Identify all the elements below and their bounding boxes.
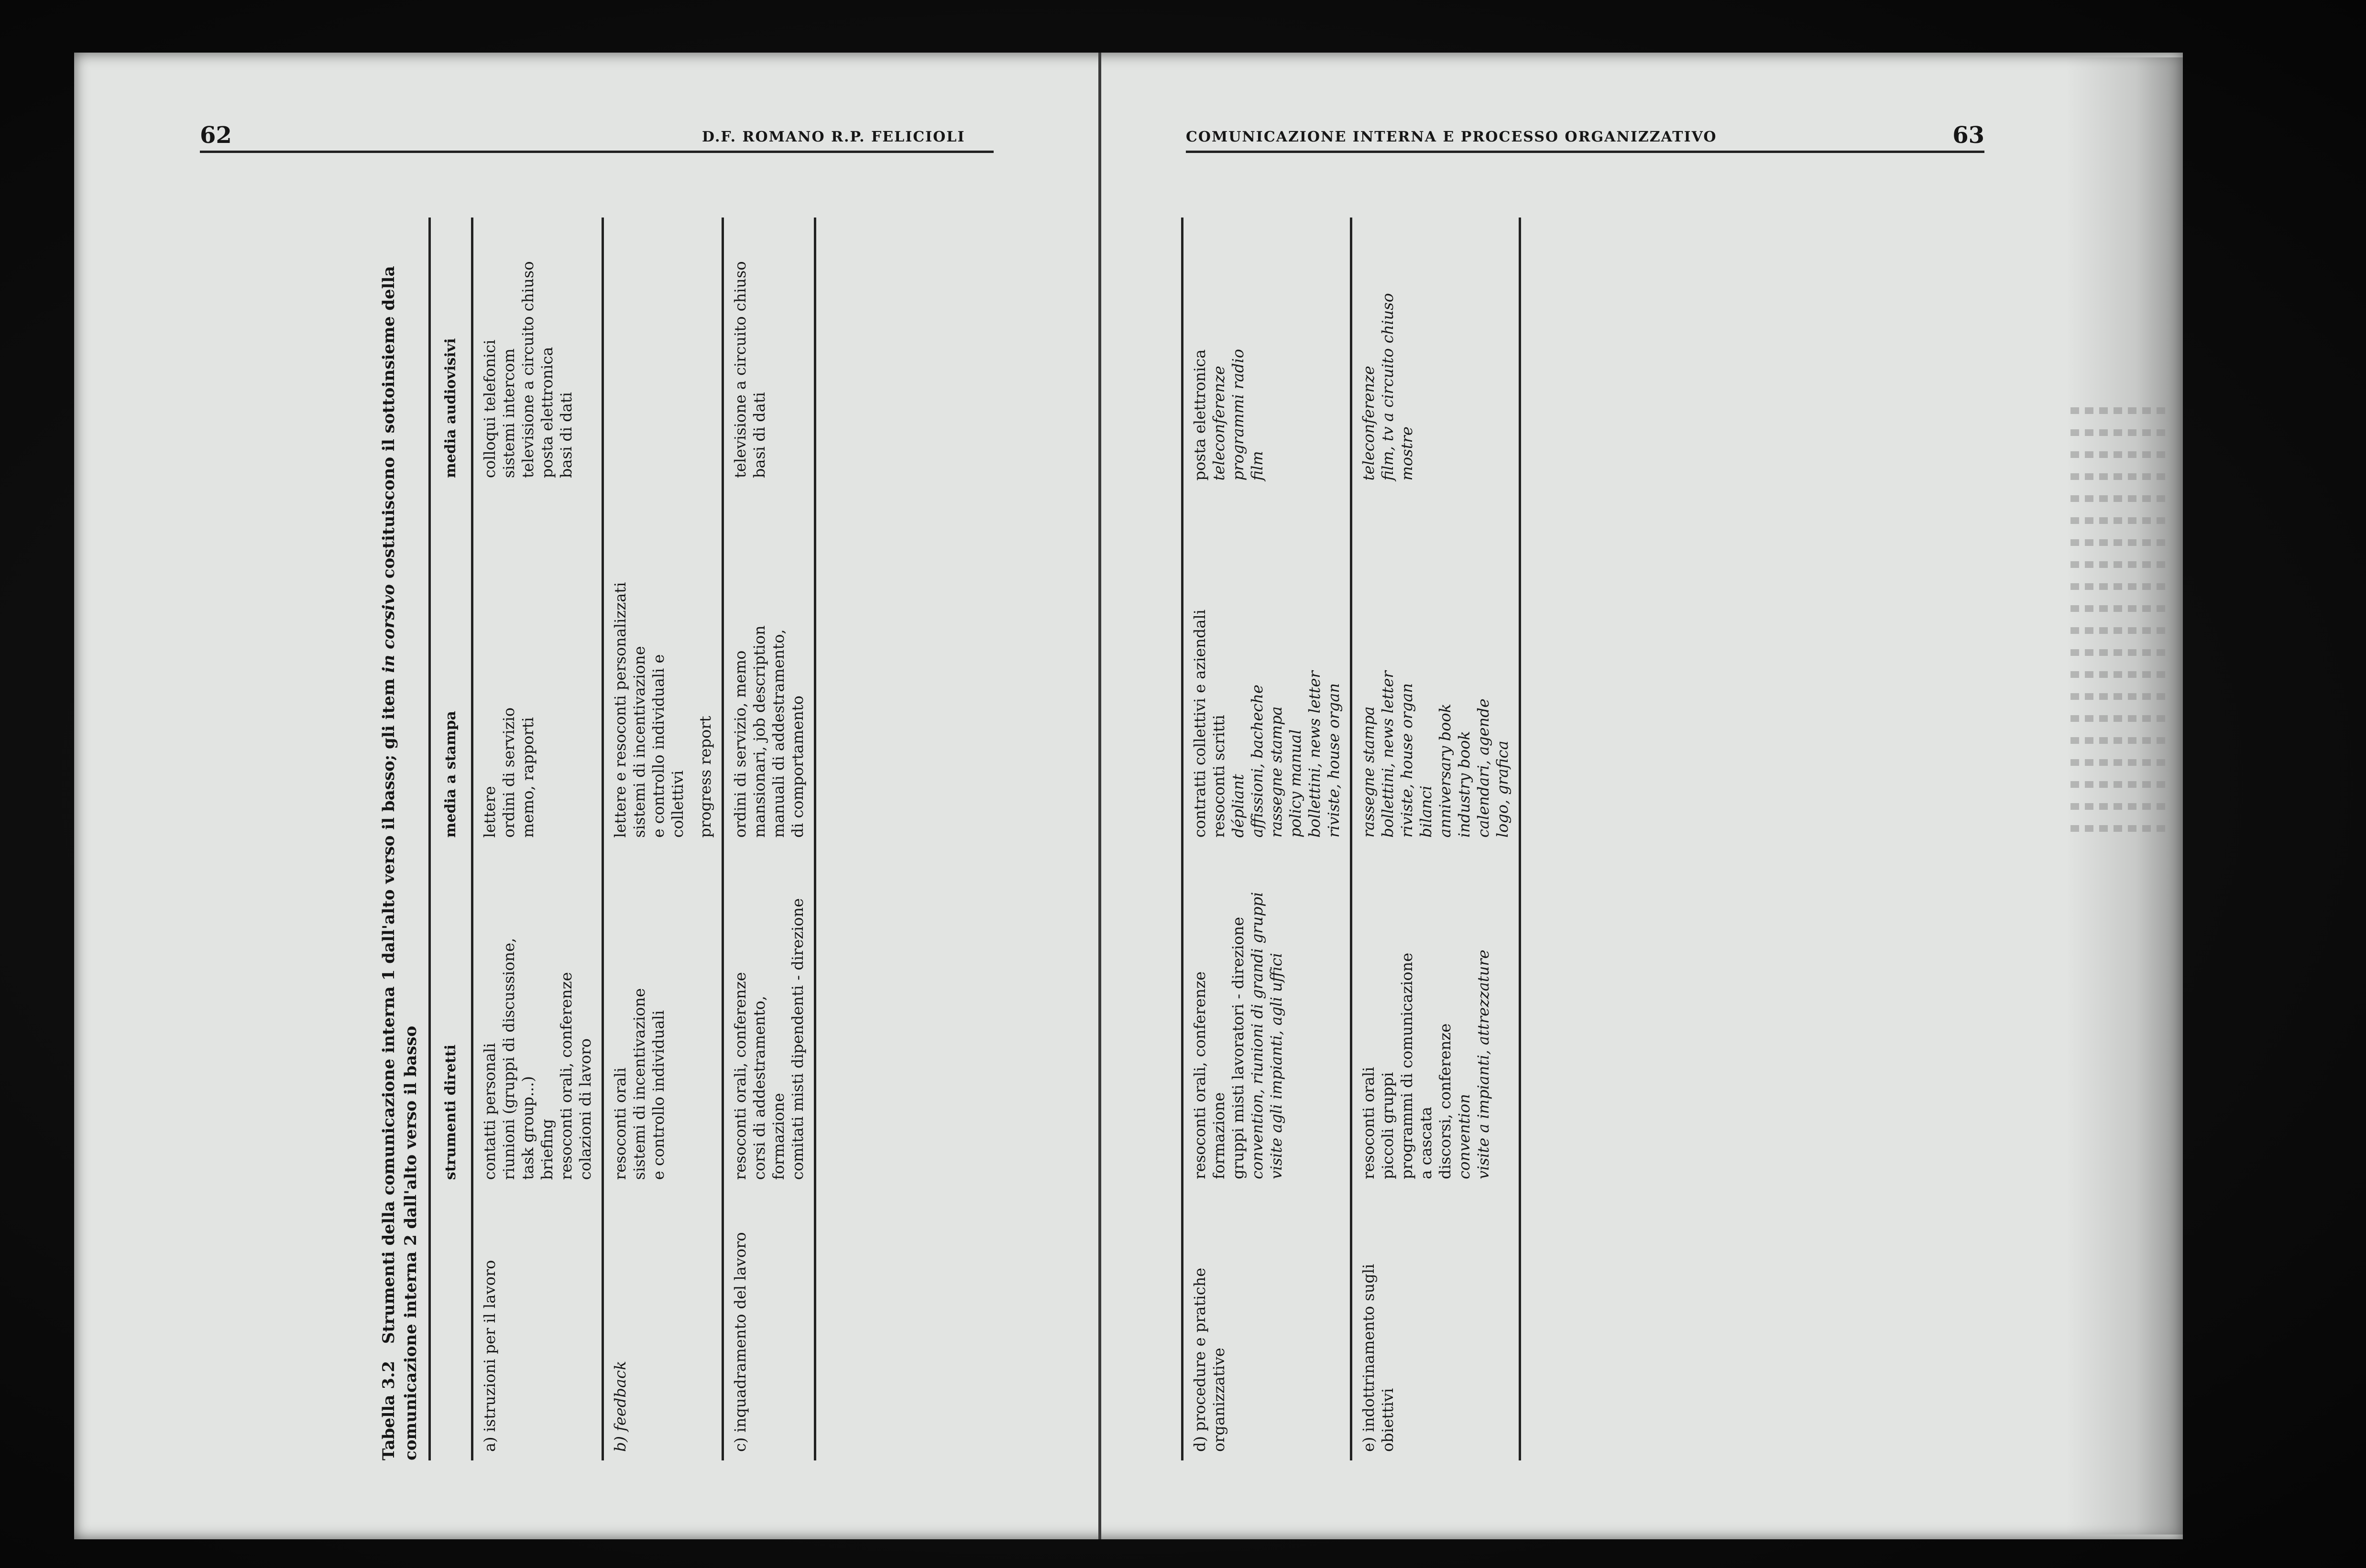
cell-stampa bbox=[1351, 489, 1520, 846]
cell-line: sistemi di incentivazione bbox=[630, 646, 648, 838]
cell-line: teleconferenze bbox=[1359, 366, 1378, 481]
caption-italic: in corsivo bbox=[379, 584, 398, 673]
cell-line: mostre bbox=[1398, 426, 1416, 481]
cell-line: riviste, house organ bbox=[1325, 683, 1343, 838]
cell-line: resoconti orali, conferenze bbox=[731, 972, 749, 1180]
left-page-number: 62 bbox=[200, 122, 232, 149]
table-row bbox=[723, 218, 815, 1460]
cell-line: collettivi bbox=[668, 770, 687, 838]
cell-line: mansionari, job description bbox=[750, 625, 768, 838]
cell-line: televisione a circuito chiuso bbox=[731, 261, 749, 479]
cell-line: resoconti orali, conferenze bbox=[557, 972, 575, 1180]
table-row bbox=[472, 218, 603, 1460]
cell-line: colazioni di lavoro bbox=[576, 1038, 594, 1180]
cell-line: bollettini, news letter bbox=[1379, 671, 1397, 838]
cell-stampa bbox=[603, 487, 723, 846]
header-media-stampa: media a stampa bbox=[430, 487, 472, 846]
cell-line: dépliant bbox=[1229, 774, 1247, 838]
cell-line: programmi radio bbox=[1229, 348, 1247, 481]
cell-audiovisivi bbox=[603, 218, 723, 487]
cell-line: teleconferenze bbox=[1210, 366, 1228, 481]
cell-line: convention bbox=[1455, 1094, 1473, 1179]
cell-line: bollettini, news letter bbox=[1305, 671, 1324, 838]
cell-line: industry book bbox=[1455, 730, 1473, 838]
cell-line: sistemi di incentivazione bbox=[630, 988, 648, 1180]
row-category: b) feedback bbox=[603, 1188, 723, 1460]
cell-line: lettere e resoconti personalizzati bbox=[611, 582, 629, 838]
cell-diretti bbox=[1183, 846, 1351, 1188]
cell-line: formazione bbox=[1210, 1092, 1228, 1179]
left-page-table-block bbox=[378, 218, 1009, 1460]
book-gutter bbox=[1098, 53, 1101, 1539]
cell-line: televisione a circuito chiuso bbox=[519, 261, 537, 479]
cell-line: corsi di addestramento, bbox=[750, 996, 768, 1180]
cell-line: ordini di servizio bbox=[500, 707, 518, 838]
right-page-number: 63 bbox=[1952, 122, 1984, 149]
cell-line: visite agli impianti, agli uffici bbox=[1267, 953, 1285, 1179]
table-row bbox=[1183, 218, 1351, 1460]
cell-line: task group...) bbox=[519, 1076, 537, 1180]
cell-line: manuali di addestramento, bbox=[769, 629, 788, 838]
header-strumenti-diretti: strumenti diretti bbox=[430, 846, 472, 1188]
cell-line: bilanci bbox=[1417, 785, 1435, 838]
left-running-head: D.F. ROMANO R.P. FELICIOLI bbox=[702, 129, 965, 145]
cell-diretti bbox=[472, 846, 603, 1188]
cell-line: resoconti orali bbox=[1359, 1067, 1378, 1179]
table-caption bbox=[378, 218, 422, 1460]
cell-line: resoconti orali, conferenze bbox=[1191, 971, 1209, 1179]
cell-line: basi di dati bbox=[750, 392, 768, 479]
cell-line: progress report bbox=[696, 716, 714, 838]
cell-line: posta elettronica bbox=[538, 347, 556, 479]
cell-line: resoconti scritti bbox=[1210, 715, 1228, 838]
cell-line: policy manual bbox=[1286, 729, 1304, 838]
cell-audiovisivi bbox=[472, 218, 603, 487]
cell-line: visite a impianti, attrezzature bbox=[1474, 949, 1492, 1179]
cell-line: gruppi misti lavoratori - direzione bbox=[1229, 916, 1247, 1179]
cell-line: a cascata bbox=[1417, 1107, 1435, 1179]
cell-line: basi di dati bbox=[557, 392, 575, 479]
cell-audiovisivi bbox=[1351, 218, 1520, 489]
bleed-through-text bbox=[2070, 392, 2166, 1109]
right-page-header bbox=[1186, 122, 1984, 153]
cell-stampa bbox=[723, 487, 815, 846]
cell-diretti bbox=[603, 846, 723, 1188]
cell-line: resoconti orali bbox=[611, 1067, 629, 1180]
cell-line: calendari, agende bbox=[1474, 698, 1492, 838]
cell-diretti bbox=[723, 846, 815, 1188]
cell-line: contratti collettivi e aziendali bbox=[1191, 610, 1209, 838]
cell-line: anniversary book bbox=[1436, 703, 1454, 838]
cell-line: discorsi, conferenze bbox=[1436, 1023, 1454, 1179]
cell-stampa bbox=[1183, 489, 1351, 846]
cell-line: formazione bbox=[769, 1093, 788, 1180]
caption-label: Tabella 3.2 bbox=[379, 1361, 398, 1460]
cell-line: film bbox=[1248, 451, 1266, 481]
cell-line: riunioni (gruppi di discussione, bbox=[500, 937, 518, 1180]
header-media-audiovisivi: media audiovisivi bbox=[430, 218, 472, 487]
cell-line: e controllo individuali e bbox=[649, 654, 668, 838]
cell-line: comitati misti dipendenti - direzione bbox=[789, 898, 807, 1180]
cell-diretti bbox=[1351, 846, 1520, 1188]
cell-line: memo, rapporti bbox=[519, 717, 537, 838]
cell-line: convention, riunioni di grandi gruppi bbox=[1248, 892, 1266, 1179]
cell-line: film, tv a circuito chiuso bbox=[1379, 293, 1397, 481]
row-category: e) indottrinamento sugli obiettivi bbox=[1351, 1188, 1520, 1460]
cell-line: sistemi intercom bbox=[500, 348, 518, 479]
cell-stampa bbox=[472, 487, 603, 846]
row-category: d) procedure e pratiche organizzative bbox=[1183, 1188, 1351, 1460]
cell-line: posta elettronica bbox=[1191, 349, 1209, 481]
cell-line: rassegne stampa bbox=[1359, 706, 1378, 838]
cell-line: contatti personali bbox=[481, 1043, 499, 1180]
right-page-table-block bbox=[1181, 218, 1726, 1460]
right-running-head: COMUNICAZIONE INTERNA E PROCESSO ORGANIZZATIVO bbox=[1186, 129, 1717, 145]
cell-line: rassegne stampa bbox=[1267, 706, 1285, 838]
cell-line: programmi di comunicazione bbox=[1398, 952, 1416, 1179]
table-header-row bbox=[430, 218, 472, 1460]
caption-text-before: Strumenti della comunicazione interna 1 dall'alto verso il basso; gli item bbox=[379, 678, 398, 1344]
row-category: a) istruzioni per il lavoro bbox=[472, 1188, 603, 1460]
cell-line: e controllo individuali bbox=[649, 1010, 668, 1180]
cell-line: riviste, house organ bbox=[1398, 683, 1416, 838]
cell-line: di comportamento bbox=[789, 695, 807, 838]
table-row bbox=[1351, 218, 1520, 1460]
caption-text-after: costituiscono il sottoinsieme della comunicazione interna 2 dall'alto verso il basso bbox=[379, 266, 420, 1460]
instruments-table-right bbox=[1181, 218, 1521, 1460]
cell-audiovisivi bbox=[1183, 218, 1351, 489]
cell-line: colloqui telefonici bbox=[481, 339, 499, 479]
left-page-header bbox=[200, 122, 994, 153]
cell-line: briefing bbox=[538, 1119, 556, 1180]
table-row bbox=[603, 218, 723, 1460]
cell-audiovisivi bbox=[723, 218, 815, 487]
instruments-table-left bbox=[428, 218, 816, 1460]
cell-line: piccoli gruppi bbox=[1379, 1072, 1397, 1179]
cell-line: ordini di servizio, memo bbox=[731, 650, 749, 838]
cell-line: affissioni, bacheche bbox=[1248, 685, 1266, 838]
header-blank bbox=[430, 1188, 472, 1460]
cell-line: lettere bbox=[481, 786, 499, 838]
row-category: c) inquadramento del lavoro bbox=[723, 1188, 815, 1460]
cell-line: logo, grafica bbox=[1493, 740, 1512, 838]
